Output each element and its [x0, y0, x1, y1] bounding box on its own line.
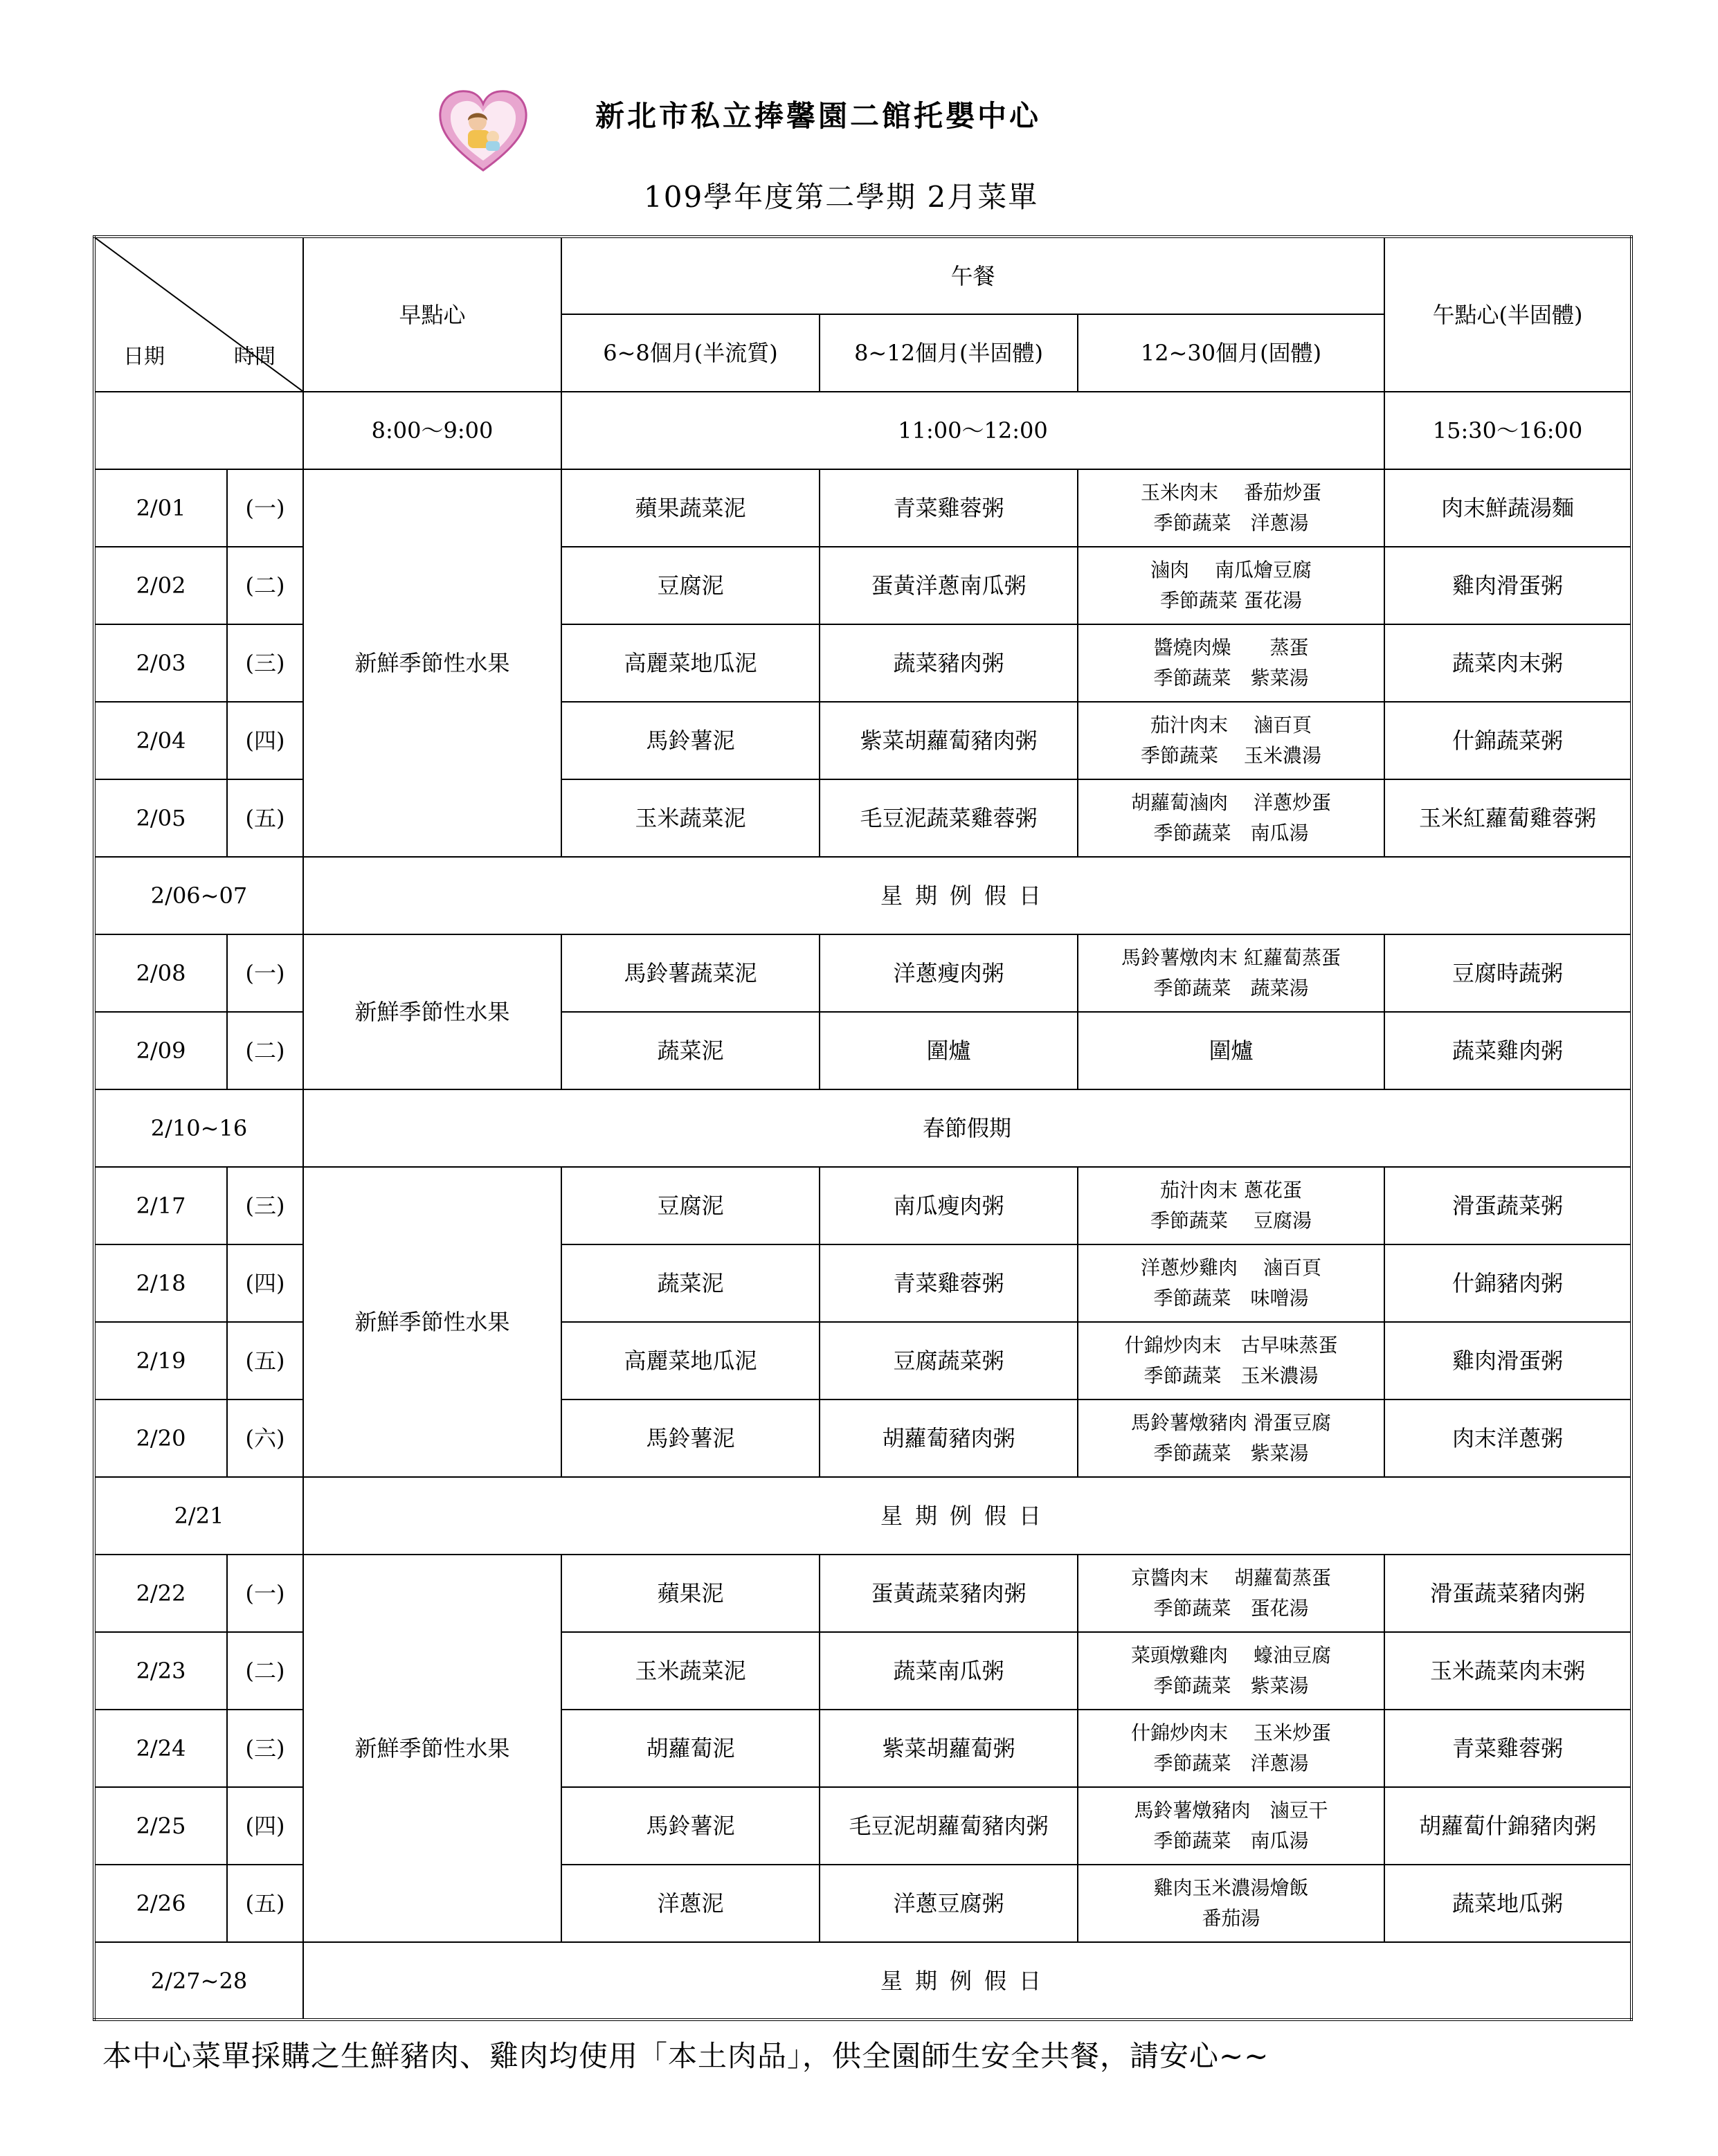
- row-lunch-b: 青菜雞蓉粥: [820, 1244, 1078, 1322]
- time-lunch: 11:00～12:00: [561, 392, 1384, 469]
- row-snack: 滑蛋蔬菜粥: [1384, 1167, 1631, 1244]
- lunch-c-line1: 馬鈴薯燉豬肉 滷豆干: [1134, 1799, 1328, 1822]
- row-lunch-a: 蔬菜泥: [561, 1012, 820, 1089]
- row-lunch-b: 洋蔥瘦肉粥: [820, 934, 1078, 1012]
- table-row: [94, 469, 1631, 547]
- row-date: 2/09: [94, 1012, 227, 1089]
- row-snack: 滑蛋蔬菜豬肉粥: [1384, 1555, 1631, 1632]
- table-row: [94, 934, 1631, 1012]
- row-lunch-b: 毛豆泥蔬菜雞蓉粥: [820, 779, 1078, 857]
- row-lunch-b: 蔬菜豬肉粥: [820, 624, 1078, 702]
- header-snack: 午點心(半固體): [1384, 237, 1631, 392]
- row-date: 2/20: [94, 1399, 227, 1477]
- row-day: (四): [227, 1787, 303, 1865]
- row-day: (一): [227, 469, 303, 547]
- row-lunch-a: 馬鈴薯泥: [561, 702, 820, 779]
- row-date: 2/03: [94, 624, 227, 702]
- holiday-row: [94, 1942, 1631, 2020]
- row-snack: 什錦豬肉粥: [1384, 1244, 1631, 1322]
- holiday-label: 星期例假日: [303, 1477, 1631, 1555]
- row-day: (五): [227, 1865, 303, 1942]
- row-lunch-a: 胡蘿蔔泥: [561, 1710, 820, 1787]
- breakfast-fruit: 新鮮季節性水果: [303, 1555, 561, 1942]
- row-snack: 蔬菜肉末粥: [1384, 624, 1631, 702]
- lunch-c-line2: 季節蔬菜 洋蔥湯: [1153, 511, 1309, 534]
- row-lunch-b: 洋蔥豆腐粥: [820, 1865, 1078, 1942]
- lunch-c-line1: 醬燒肉燥 蒸蛋: [1153, 636, 1309, 659]
- row-lunch-c: [1078, 1322, 1384, 1399]
- row-lunch-a: 高麗菜地瓜泥: [561, 1322, 820, 1399]
- row-date: 2/01: [94, 469, 227, 547]
- lunch-c-line2: 番茄湯: [1202, 1907, 1260, 1930]
- row-snack: 肉末鮮蔬湯麵: [1384, 469, 1631, 547]
- lunch-c-line1: 滷肉 南瓜燴豆腐: [1150, 559, 1312, 581]
- row-lunch-a: 蘋果泥: [561, 1555, 820, 1632]
- lunch-c-line1: 什錦炒肉末 玉米炒蛋: [1131, 1721, 1331, 1744]
- row-date: 2/19: [94, 1322, 227, 1399]
- lunch-c-line1: 菜頭燉雞肉 蠔油豆腐: [1131, 1644, 1331, 1667]
- holiday-date: 2/06~07: [94, 857, 303, 934]
- row-snack: 玉米紅蘿蔔雞蓉粥: [1384, 779, 1631, 857]
- row-day: (五): [227, 1322, 303, 1399]
- holiday-label: 星期例假日: [303, 1942, 1631, 2020]
- header-lunch: 午餐: [561, 237, 1384, 314]
- lunch-c-line2: 季節蔬菜 南瓜湯: [1153, 822, 1309, 844]
- row-date: 2/24: [94, 1710, 227, 1787]
- lunch-c-line1: 茄汁肉末 蔥花蛋: [1160, 1179, 1302, 1202]
- row-lunch-b: 蔬菜南瓜粥: [820, 1632, 1078, 1710]
- header-time: 時間: [234, 345, 275, 369]
- row-lunch-a: 玉米蔬菜泥: [561, 1632, 820, 1710]
- lunch-c-line1: 京醬肉末 胡蘿蔔蒸蛋: [1131, 1566, 1331, 1589]
- row-lunch-a: 高麗菜地瓜泥: [561, 624, 820, 702]
- row-date: 2/17: [94, 1167, 227, 1244]
- lunch-c-line2: 季節蔬菜 紫菜湯: [1153, 1674, 1309, 1697]
- row-lunch-a: 蘋果蔬菜泥: [561, 469, 820, 547]
- lunch-c-line1: 洋蔥炒雞肉 滷百頁: [1141, 1256, 1321, 1279]
- row-lunch-a: 馬鈴薯泥: [561, 1399, 820, 1477]
- row-lunch-c: [1078, 1632, 1384, 1710]
- row-lunch-c: [1078, 1555, 1384, 1632]
- row-lunch-c: [1078, 1167, 1384, 1244]
- row-date: 2/22: [94, 1555, 227, 1632]
- row-lunch-b: 圍爐: [820, 1012, 1078, 1089]
- row-day: (六): [227, 1399, 303, 1477]
- row-date: 2/05: [94, 779, 227, 857]
- row-date: 2/25: [94, 1787, 227, 1865]
- lunch-c-line2: 季節蔬菜 豆腐湯: [1150, 1209, 1312, 1232]
- row-date: 2/08: [94, 934, 227, 1012]
- row-lunch-b: 南瓜瘦肉粥: [820, 1167, 1078, 1244]
- lunch-c-line1: 什錦炒肉末 古早味蒸蛋: [1124, 1334, 1338, 1357]
- lunch-c-line2: 季節蔬菜 紫菜湯: [1153, 1442, 1309, 1465]
- lunch-c-line1: 茄汁肉末 滷百頁: [1150, 714, 1312, 736]
- row-lunch-a: 馬鈴薯泥: [561, 1787, 820, 1865]
- row-day: (三): [227, 624, 303, 702]
- row-snack: 胡蘿蔔什錦豬肉粥: [1384, 1787, 1631, 1865]
- row-date: 2/18: [94, 1244, 227, 1322]
- holiday-date: 2/21: [94, 1477, 303, 1555]
- row-day: (三): [227, 1167, 303, 1244]
- row-day: (二): [227, 1012, 303, 1089]
- time-snack: 15:30～16:00: [1384, 392, 1631, 469]
- row-lunch-c: [1078, 547, 1384, 624]
- row-day: (二): [227, 1632, 303, 1710]
- row-day: (一): [227, 934, 303, 1012]
- holiday-date: 2/27~28: [94, 1942, 303, 2020]
- row-lunch-b: 青菜雞蓉粥: [820, 469, 1078, 547]
- row-snack: 肉末洋蔥粥: [1384, 1399, 1631, 1477]
- row-snack: 雞肉滑蛋粥: [1384, 1322, 1631, 1399]
- header-lunch-12-30: 12~30個月(固體): [1078, 314, 1384, 392]
- row-lunch-c: [1078, 934, 1384, 1012]
- row-snack: 蔬菜地瓜粥: [1384, 1865, 1631, 1942]
- row-snack: 青菜雞蓉粥: [1384, 1710, 1631, 1787]
- row-lunch-a: 馬鈴薯蔬菜泥: [561, 934, 820, 1012]
- row-lunch-c: [1078, 1399, 1384, 1477]
- row-snack: 豆腐時蔬粥: [1384, 934, 1631, 1012]
- lunch-c-line1: 圍爐: [1209, 1038, 1254, 1064]
- logo: [437, 89, 529, 173]
- table-row: [94, 1555, 1631, 1632]
- holiday-label: 春節假期: [303, 1089, 1631, 1167]
- row-lunch-a: 豆腐泥: [561, 1167, 820, 1244]
- lunch-c-line2: 季節蔬菜 南瓜湯: [1153, 1829, 1309, 1852]
- row-lunch-c: [1078, 1244, 1384, 1322]
- row-lunch-b: 紫菜胡蘿蔔豬肉粥: [820, 702, 1078, 779]
- header-lunch-8-12: 8~12個月(半固體): [820, 314, 1078, 392]
- row-lunch-a: 玉米蔬菜泥: [561, 779, 820, 857]
- header-breakfast: 早點心: [303, 237, 561, 392]
- row-day: (四): [227, 1244, 303, 1322]
- row-lunch-c: [1078, 469, 1384, 547]
- row-snack: 玉米蔬菜肉末粥: [1384, 1632, 1631, 1710]
- lunch-c-line2: 季節蔬菜 玉米濃湯: [1141, 744, 1321, 767]
- lunch-c-line1: 玉米肉末 番茄炒蛋: [1141, 481, 1321, 504]
- row-day: (一): [227, 1555, 303, 1632]
- row-snack: 蔬菜雞肉粥: [1384, 1012, 1631, 1089]
- header-lunch-6-8: 6~8個月(半流質): [561, 314, 820, 392]
- row-lunch-a: 蔬菜泥: [561, 1244, 820, 1322]
- page-subtitle: 109學年度第二學期 2月菜單: [644, 180, 1039, 214]
- row-lunch-a: 豆腐泥: [561, 547, 820, 624]
- row-lunch-c: [1078, 1710, 1384, 1787]
- row-lunch-c: [1078, 702, 1384, 779]
- row-lunch-c: [1078, 624, 1384, 702]
- page-title: 新北市私立捧馨園二館托嬰中心: [595, 99, 1042, 133]
- row-snack: 什錦蔬菜粥: [1384, 702, 1631, 779]
- breakfast-fruit: 新鮮季節性水果: [303, 469, 561, 857]
- row-date: 2/23: [94, 1632, 227, 1710]
- row-lunch-b: 蛋黃蔬菜豬肉粥: [820, 1555, 1078, 1632]
- row-lunch-b: 紫菜胡蘿蔔粥: [820, 1710, 1078, 1787]
- breakfast-fruit: 新鮮季節性水果: [303, 1167, 561, 1477]
- row-day: (三): [227, 1710, 303, 1787]
- header-date: 日期: [123, 345, 165, 369]
- lunch-c-line2: 季節蔬菜 玉米濃湯: [1143, 1364, 1319, 1387]
- row-date: 2/26: [94, 1865, 227, 1942]
- row-date: 2/02: [94, 547, 227, 624]
- row-snack: 雞肉滑蛋粥: [1384, 547, 1631, 624]
- footer-note: 本中心菜單採購之生鮮豬肉、雞肉均使用「本土肉品」，供全園師生安全共餐，請安心~~: [102, 2039, 1269, 2073]
- row-lunch-c: [1078, 1012, 1384, 1089]
- row-lunch-c: [1078, 1865, 1384, 1942]
- lunch-c-line2: 季節蔬菜 蔬菜湯: [1153, 977, 1309, 999]
- lunch-c-line2: 季節蔬菜 紫菜湯: [1153, 667, 1309, 689]
- holiday-label: 星期例假日: [303, 857, 1631, 934]
- lunch-c-line1: 馬鈴薯燉肉末 紅蘿蔔蒸蛋: [1121, 946, 1341, 969]
- lunch-c-line1: 馬鈴薯燉豬肉 滑蛋豆腐: [1131, 1411, 1331, 1434]
- row-lunch-a: 洋蔥泥: [561, 1865, 820, 1942]
- row-date: 2/04: [94, 702, 227, 779]
- row-lunch-b: 蛋黃洋蔥南瓜粥: [820, 547, 1078, 624]
- header-date-time-cell: [94, 237, 303, 392]
- lunch-c-line2: 季節蔬菜 味噌湯: [1153, 1287, 1309, 1310]
- row-lunch-c: [1078, 779, 1384, 857]
- row-lunch-b: 豆腐蔬菜粥: [820, 1322, 1078, 1399]
- time-breakfast: 8:00～9:00: [303, 392, 561, 469]
- lunch-c-line1: 胡蘿蔔滷肉 洋蔥炒蛋: [1131, 791, 1331, 814]
- row-day: (五): [227, 779, 303, 857]
- menu-table: [93, 235, 1633, 2021]
- row-day: (二): [227, 547, 303, 624]
- lunch-c-line2: 季節蔬菜 洋蔥湯: [1153, 1752, 1309, 1775]
- breakfast-fruit: 新鮮季節性水果: [303, 934, 561, 1089]
- holiday-row: [94, 1477, 1631, 1555]
- holiday-row: [94, 1089, 1631, 1167]
- lunch-c-line1: 雞肉玉米濃湯燴飯: [1153, 1876, 1309, 1899]
- lunch-c-line2: 季節蔬菜 蛋花湯: [1153, 1597, 1309, 1620]
- holiday-date: 2/10~16: [94, 1089, 303, 1167]
- row-lunch-b: 胡蘿蔔豬肉粥: [820, 1399, 1078, 1477]
- lunch-c-line2: 季節蔬菜 蛋花湯: [1160, 589, 1302, 612]
- row-day: (四): [227, 702, 303, 779]
- row-lunch-b: 毛豆泥胡蘿蔔豬肉粥: [820, 1787, 1078, 1865]
- holiday-row: [94, 857, 1631, 934]
- header-time-spacer: [94, 392, 303, 469]
- row-lunch-c: [1078, 1787, 1384, 1865]
- table-row: [94, 1167, 1631, 1244]
